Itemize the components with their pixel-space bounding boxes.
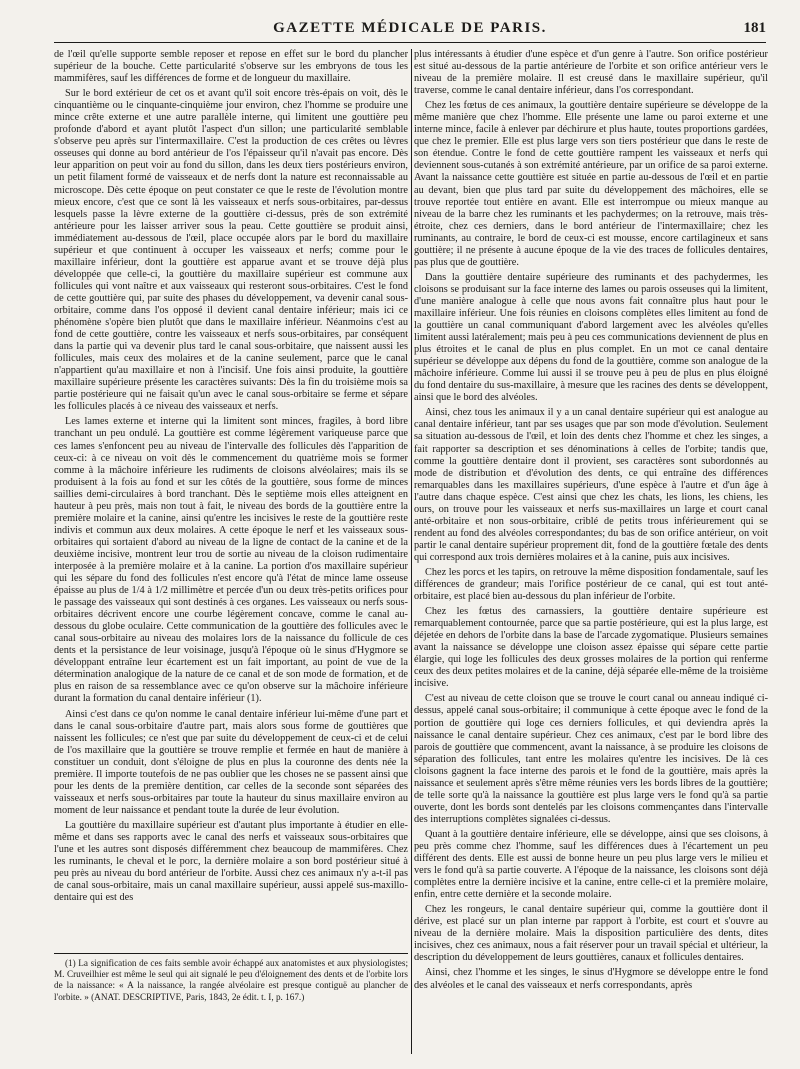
paragraph: Ainsi, chez l'homme et les singes, le sinus d'Hygmore se développe entre le fond des alvéoles et le canal des vaisseaux et nerfs correspondants, après <box>414 967 768 991</box>
footnote <box>54 958 408 1003</box>
journal-title: GAZETTE MÉDICALE DE PARIS. <box>273 20 547 36</box>
paragraph: Sur le bord extérieur de cet os et avant qu'il soit encore très-épais on voit, dès le cinquantième ou le cinquante-cinquième jour environ, chez l'homme se produire une mince crête externe et une autre parallèle interne, qui limitent une gouttière peu profonde d'abord et ayant plutôt l'aspect d'un sillon; une particularité semblable s'observe peu après sur l'intermaxillaire. C'est la production de ces crêtes ou lèvres osseuses qui donne au bord antérieur de l'os l'épaisseur qu'il n'avait pas encore. Dès leur apparition on peut voir au fond du sillon, dans les deux tiers postérieurs environ, un petit filament formé de vaisseaux et de nerfs dont la nature est reconnaissable au microscope. Dès cette époque on peut constater ce que le reste de l'évolution montre mieux encore, c'est que ce sont là les vaisseaux et nerfs sous-orbitaires, par-dessus lesquels passe la lèvre externe de la gouttière ci-dessus, près de son extrémité antérieure pour les laisser arriver sous la peau. Cette gouttière se produit ainsi, immédiatement au-dessous de l'œil, place occupée alors par le bord du maxillaire supérieur et que continuent à occuper les vaisseaux et nerfs; comme pour le maxillaire inférieur, dont la gouttière est apparue avant et se trouve déjà plus développée que celle-ci, la gouttière du maxillaire supérieur est commune aux follicules qui vont naître et aux vaisseaux qui resteront sous-orbitaires. C'est le fond de cette gouttière qui, par suite des phases du développement, va devenir canal sous-orbitaire, comme dans l'os opposé il devient canal dentaire inférieur; mais ici ce phénomène s'opère bien plutôt que dans le maxillaire inférieur. Néanmoins c'est au fond de cette gouttière, contre les vaisseaux et nerfs sous-orbitaires, par conséquent dans la partie qui va devenir plus tard le canal sous-orbitaire, que naissent aussi les follicules, mais ceux des molaires et de la canine seulement, parce que le canal n'appartient qu'au maxillaire et non à l'incisif. Une fois ainsi produite, la gouttière maxillaire supérieure présente les caractères suivants: Dès la fin du troisième mois sa partie postérieure qui ne faisait qu'un avec le canal sous-orbitaire se ferme et sépare les follicules placés à ce niveau des vaisseaux et nerfs. <box>54 88 408 413</box>
paragraph: La gouttière du maxillaire supérieur est d'autant plus importante à étudier en elle-même et dans ses rapports avec le canal des nerfs et vaisseaux sous-orbitaires que l'une et les autres sont disposés différemment chez beaucoup de mammifères. Chez les ruminants, le cheval et le porc, la dernière molaire a son bord postérieur situé à peu près au niveau du bord antérieur de l'orbite. Aussi chez ces animaux n'y a-t-il pas de canal sous-orbitaire, mais un canal maxillaire supérieur, aussi appelé sus-maxillo-dentaire qui est des <box>54 819 408 904</box>
left-column <box>54 49 408 1054</box>
right-column <box>414 49 768 1054</box>
paragraph: Chez les fœtus des carnassiers, la gouttière dentaire supérieure est remarquablement contournée, parce que sa partie postérieure, qui est la plus large, est déjetée en dehors de l'orbite dans la base de l'arcade zygomatique. Plusieurs semaines avant la naissance se développe une cloison assez épaisse qui sépare cette partie élargie, qui loge les follicules des deux grosses molaires de la portion qui renferme ceux des deux petites molaires et de la canine, déjà séparée elle-même de la troisième incisive. <box>414 606 768 690</box>
paragraph: de l'œil qu'elle supporte semble reposer et repose en effet sur le bord du plancher supérieur de la bouche. Cette particularité s'observe sur les embryons de tous les mammifères, sauf les différences de forme et de longueur du maxillaire. <box>54 49 408 85</box>
paragraph: C'est au niveau de cette cloison que se trouve le court canal ou anneau indiqué ci-dessus, appelé canal sous-orbitaire; il communique à cette époque avec le fond de la portion de gouttière qui loge ces derniers follicules, et qui deviendra après la naissance le canal dentaire supérieur. Chez ces animaux, c'est par le bord libre des parois de gouttière que commencent, avant la naissance, à se produire les cloisons de séparation des follicules, tant entre les molaires qu'entre les incisives. De là ces cloisons gagnent la face interne des parois et le fond de la gouttière, mais après la naissance et seulement après s'être même réunies vers les bords libres de la gouttière; de telle sorte qu'à la naissance la gouttière est plus large vers le fond qu'à sa partie ouverte, dont les bords sont dentelés par les cloisons commençantes dans l'intervalle des interruptions complètes signalées ci-dessus. <box>414 693 768 825</box>
footnote-text: (1) La signification de ces faits semble avoir échappé aux anatomistes et aux physiologistes; M. Cruveilhier est même le seul qui ait signalé le peu d'éloignement des dents et de l'orbite lors de la naissance: « A la naissance, la rangée alvéolaire est presque contiguë au plancher de l'orbite. » (ANAT. DESCRIPTIVE, Paris, 1843, 2e édit. t. I, p. 167.) <box>54 958 408 1002</box>
paragraph: Quant à la gouttière dentaire inférieure, elle se développe, ainsi que ses cloisons, à peu près comme chez l'homme, sauf les différences dues à l'écartement un peu différent des dents. Elle est aussi de bonne heure un peu plus large vers le milieu et vers le fond qu'à sa partie couverte. A l'époque de la naissance, les cloisons sont déjà complètes entre la dernière incisive et la canine, entre celle-ci et la première molaire, enfin, entre cette dernière et la seconde molaire. <box>414 828 768 901</box>
page-number: 181 <box>743 20 766 36</box>
column-separator <box>411 49 412 1054</box>
page-header <box>54 20 766 42</box>
paragraph: Ainsi c'est dans ce qu'on nomme le canal dentaire inférieur lui-même d'une part et dans le canal sous-orbitaire d'autre part, mais alors sous forme de gouttières que naissent les follicules; ce n'est que par suite du développement de ceux-ci et de celui de l'os maxillaire que la gouttière se trouve remplie et fermée en haut de manière à constituer un conduit, dont s'éloigne de plus en plus la couronne des dents née la première. Il importe toutefois de ne pas oublier que les choses ne se passent ainsi que pour les dents de la première dentition, car celles de la seconde sont séparées des vaisseaux et nerfs sous-orbitaires par toute la hauteur du sinus maxillaire environ au moment de leur naissance et pendant toute la durée de leur évolution. <box>54 708 408 816</box>
paragraph: plus intéressants à étudier d'une espèce et d'un genre à l'autre. Son orifice postérieur est situé au-dessous de la partie antérieure de l'orbite et son orifice antérieur vers le niveau de la première molaire. Il est creusé dans le maxillaire supérieur, qu'il traverse, comme le canal dentaire inférieur, dans l'os correspondant. <box>414 49 768 97</box>
paragraph: Chez les fœtus de ces animaux, la gouttière dentaire supérieure se développe de la même manière que chez l'homme. Elle présente une lame ou paroi externe et une interne mince, facile à enlever par déchirure et plus haute, toutes proportions gardées, que chez le premier. Elle est plus large vers son tiers postérieur que dans le reste de son étendue. Contre le fond de cette gouttière rampent les vaisseaux et nerfs qui deviennent sous-cutanés à son extrémité antérieure, par un orifice de sa paroi externe. Avant la naissance cette gouttière est située en partie au-dessous de l'œil et en partie au devant, bien que plus tard par suite du développement des mâchoires, elle se trouve reportée tout entière en avant. Elle est interrompue ou mieux manque au niveau de la barre chez les ruminants et les pachydermes; on la retrouve, mais très-étroite, chez ces derniers, dans le bord antérieur de l'intermaxillaire; chez les ruminants, au contraire, le bord de ceux-ci est mousse, encore cartilagineux et sans gouttière; il ne présente à aucune époque de la vie des traces de follicules dentaires, pas plus que de gouttière. <box>414 100 768 268</box>
paragraph: Les lames externe et interne qui la limitent sont minces, fragiles, à bord libre tranchant un peu ondulé. La gouttière est comme légèrement variqueuse parce que ces lames s'enfoncent peu au niveau de l'intervalle des follicules dès l'apparition de ceux-ci: à ce niveau on voit dès le commencement du quatrième mois se former comme à la mâchoire inférieure les rudiments de cloisons alvéolaires; mais ils se produisent à la fois au fond et sur les côtés de la gouttière, sous forme de minces saillies demi-circulaires à bord tranchant. Dès le septième mois elles atteignent en hauteur à peu près, mais non tout à fait, le niveau des bords de la gouttière entre la première molaire et la canine, ainsi qu'entre les incisives le reste de la gouttière reste indivis et commun aux deux molaires. A cette époque le nerf et les vaisseaux sous-orbitaires qui sortaient d'abord au niveau de la ligne de contact de la canine et de la deuxième incisive, montrent leur trou de sortie au niveau de la cloison rudimentaire interposée à la première molaire et à la canine. La portion d'os maxillaire supérieur qui les sépare du fond des follicules n'est encore qu'à l'état de mince lame osseuse épaisse au plus de 1/4 à 1/2 millimètre et percée d'un ou deux très-petits orifices pour le passage des vaisseaux qui sont destinés à ces organes. Les vaisseaux ou nerfs sous-orbitaires décrivent encore une courbe légèrement concave, comme le canal au-dessous du globe oculaire. Cette communication de la gouttière des follicules avec le canal sous-orbitaire au niveau des molaires lors de la naissance du follicule de ces dents et la persistance de leur voisinage, jusqu'à l'époque où le sinus d'Hygmore se développant entraîne leur écartement est un fait important, au point de vue de la détermination analogique de la nature de ce canal et de son mode de formation, et de plus en raison de sa ressemblance avec ce qu'on observe sur la mâchoire inférieure durant la formation du canal dentaire inférieur (1). <box>54 416 408 705</box>
footnote-rule <box>54 953 408 954</box>
paragraph: Chez les rongeurs, le canal dentaire supérieur qui, comme la gouttière dont il dérive, est placé sur un plan interne par rapport à l'orbite, est court et s'ouvre au niveau de la dernière molaire. Mais la disposition particulière des dents, dites incisives, chez ces animaux, nous a fait réserver pour un travail spécial et ultérieur, la description du développement de leurs gouttières, canaux et follicules dentaires. <box>414 904 768 964</box>
paragraph: Chez les porcs et les tapirs, on retrouve la même disposition fondamentale, sauf les différences de grandeur; mais l'orifice postérieur de ce canal, qui est tout anté-orbitaire, est placé bien au-dessous du plan inférieur de l'orbite. <box>414 566 768 603</box>
paragraph: Dans la gouttière dentaire supérieure des ruminants et des pachydermes, les cloisons se produisant sur la face interne des lames ou parois osseuses qui la limitent, d'une manière analogue à celle que nous avons fait connaître plus haut pour le maxillaire inférieur. Une fois réunies en cloisons complètes elles limitent au fond de la gouttière un canal communiquant d'abord largement avec les alvéoles qu'elles limitent aussi latéralement; mais peu à peu ces communications deviennent de plus en plus étroites et le canal de plus en plus complet. En un mot ce canal dentaire supérieur se développe aux dépens du fond de la gouttière, comme son analogue de la mâchoire inférieure. Comme lui aussi il se trouve peu à peu de plus en plus éloigné du fond dentaire du sus-maxillaire, à mesure que les racines des dents se développent, ainsi que le bord des alvéoles. <box>414 271 768 404</box>
paragraph: Ainsi, chez tous les animaux il y a un canal dentaire supérieur qui est analogue au canal dentaire inférieur, tant par ses usages que par son mode d'évolution. Seulement sa situation au-dessous de l'œil, et loin des dents chez l'homme et chez les singes, a fait rapporter sa description et ses dénominations à celles de l'orbite; tandis que, comme la gouttière dentaire dont il provient, ses caractères sont subordonnés au mode de distribution et d'évolution des dents, ce qui entraîne des différences remarquables dans les maxillaires supérieurs, d'une espèce à l'autre et d'un âge à l'autre dans chaque espèce. C'est ainsi que chez les chats, les lions, les chiens, les ours, on trouve pour les vaisseaux et nerfs sus-maxillaires un large et court canal anté-orbitaire et non sous-orbitaire, criblé de petits trous inférieurement qui se rendent au fond des alvéoles correspondantes; du bas de son orifice antérieur, on voit partir le canal dentaire supérieur proprement dit, fond de la gouttière fœtale des dents qui correspond aux trois dernières molaires et à la canine, puis aux incisives. <box>414 407 768 563</box>
header-rule <box>54 42 766 43</box>
